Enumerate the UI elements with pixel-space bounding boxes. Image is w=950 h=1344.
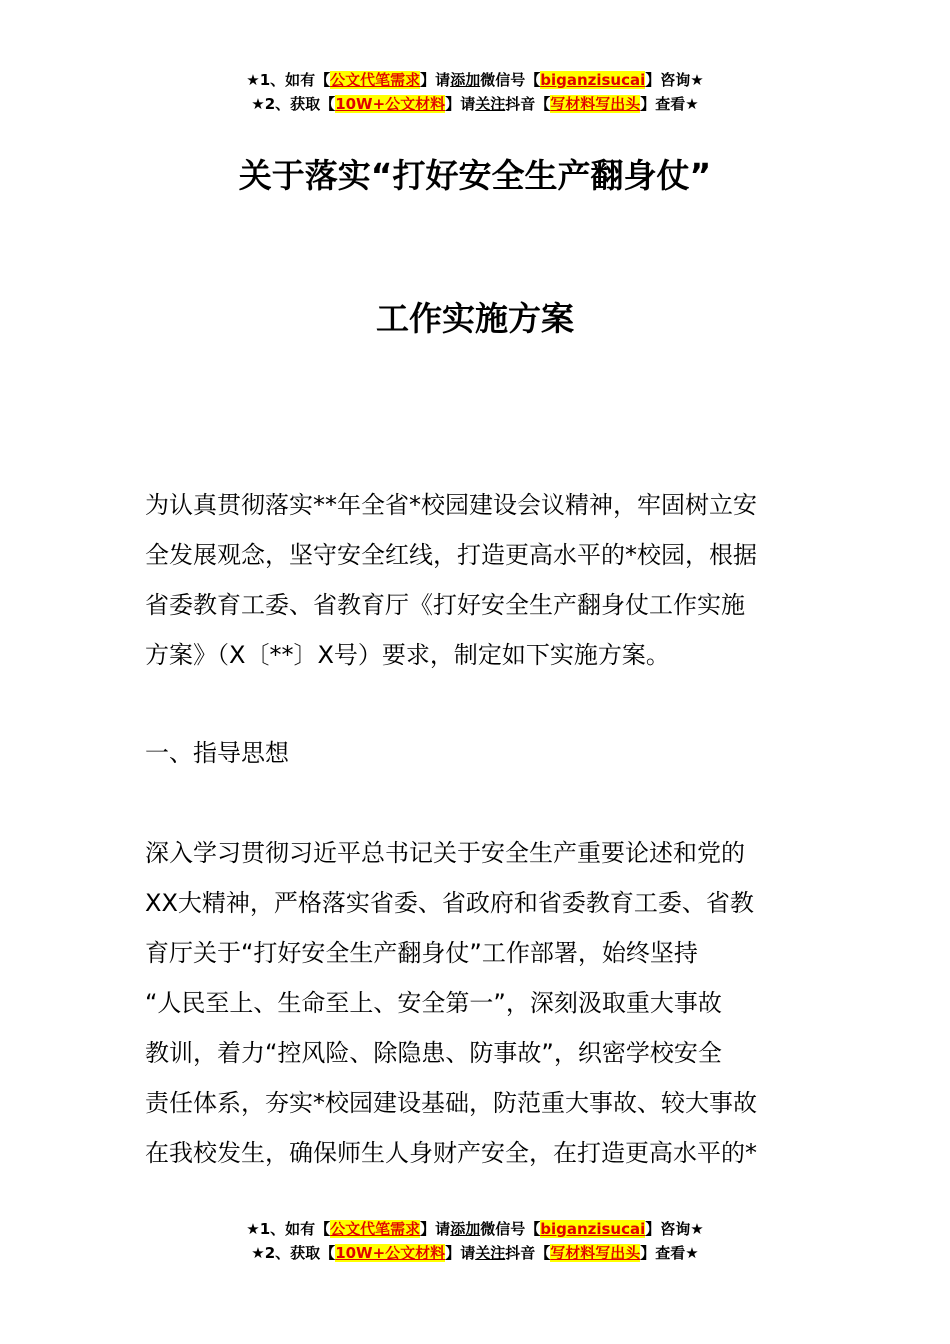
page-title-line-1: 关于落实“打好安全生产翻身仗”: [238, 156, 712, 195]
highlight-text: 公文代笔需求: [330, 71, 421, 89]
underlined-text: 关注: [475, 1244, 506, 1262]
banner-text: ★1、如有【: [246, 71, 331, 89]
banner-text: 抖音【: [505, 1244, 551, 1262]
page-title-line-2: 工作实施方案: [376, 299, 574, 338]
text-line: “人民至上、生命至上、安全第一”，深刻汲取重大事故: [145, 989, 722, 1017]
underlined-text: 添加: [450, 71, 481, 89]
heading-text: 一、指导思想: [145, 739, 289, 767]
banner-line-2: [0, 1241, 950, 1265]
text-line: 责任体系，夯实*校园建设基础，防范重大事故、较大事故: [145, 1089, 757, 1117]
banner-text: ★2、获取【: [251, 95, 336, 113]
text-line: 为认真贯彻落实**年全省*校园建设会议精神，牢固树立安: [145, 491, 757, 519]
banner-text: ★2、获取【: [251, 1244, 336, 1262]
highlight-text: 10W+公文材料: [335, 1244, 446, 1262]
banner-line-1: [0, 1217, 950, 1241]
underlined-text: 添加: [450, 1220, 481, 1238]
section1-paragraph: [145, 828, 825, 1178]
banner-text: 】咨询★: [645, 1220, 704, 1238]
text-line: 省委教育工委、省教育厅《打好安全生产翻身仗工作实施: [145, 591, 745, 619]
text-line: 育厅关于“打好安全生产翻身仗”工作部署，始终坚持: [145, 939, 698, 967]
banner-text: 】请: [445, 95, 476, 113]
banner-text: 】查看★: [640, 1244, 699, 1262]
text-line: 在我校发生，确保师生人身财产安全，在打造更高水平的*: [145, 1139, 757, 1167]
banner-text: 】请: [445, 1244, 476, 1262]
highlight-text: 10W+公文材料: [335, 95, 446, 113]
highlight-text: 公文代笔需求: [330, 1220, 421, 1238]
intro-paragraph: [145, 480, 825, 680]
banner-text: ★1、如有【: [246, 1220, 331, 1238]
wechat-id: biganzisucai: [540, 71, 646, 89]
text-line: 方案》（X〔**〕X号）要求，制定如下实施方案。: [145, 641, 670, 669]
text-line: 教训，着力“控风险、除隐患、防事故”，织密学校安全: [145, 1039, 722, 1067]
text-line: 全发展观念，坚守安全红线，打造更高水平的*校园，根据: [145, 541, 757, 569]
banner-text: 】查看★: [640, 95, 699, 113]
bottom-banner: [0, 1217, 950, 1265]
banner-line-2: [0, 92, 950, 116]
text-line: 深入学习贯彻习近平总书记关于安全生产重要论述和党的: [145, 839, 745, 867]
banner-text: 抖音【: [505, 95, 551, 113]
banner-line-1: [0, 68, 950, 92]
text-line: XX大精神，严格落实省委、省政府和省委教育工委、省教: [145, 889, 754, 917]
douyin-id: 写材料写出头: [550, 95, 641, 113]
banner-text: 】咨询★: [645, 71, 704, 89]
section-heading: [145, 728, 825, 778]
banner-text: 】请: [420, 71, 451, 89]
banner-text: 微信号【: [480, 71, 541, 89]
wechat-id: biganzisucai: [540, 1220, 646, 1238]
douyin-id: 写材料写出头: [550, 1244, 641, 1262]
underlined-text: 关注: [475, 95, 506, 113]
banner-text: 】请: [420, 1220, 451, 1238]
top-banner: [0, 68, 950, 116]
banner-text: 微信号【: [480, 1220, 541, 1238]
